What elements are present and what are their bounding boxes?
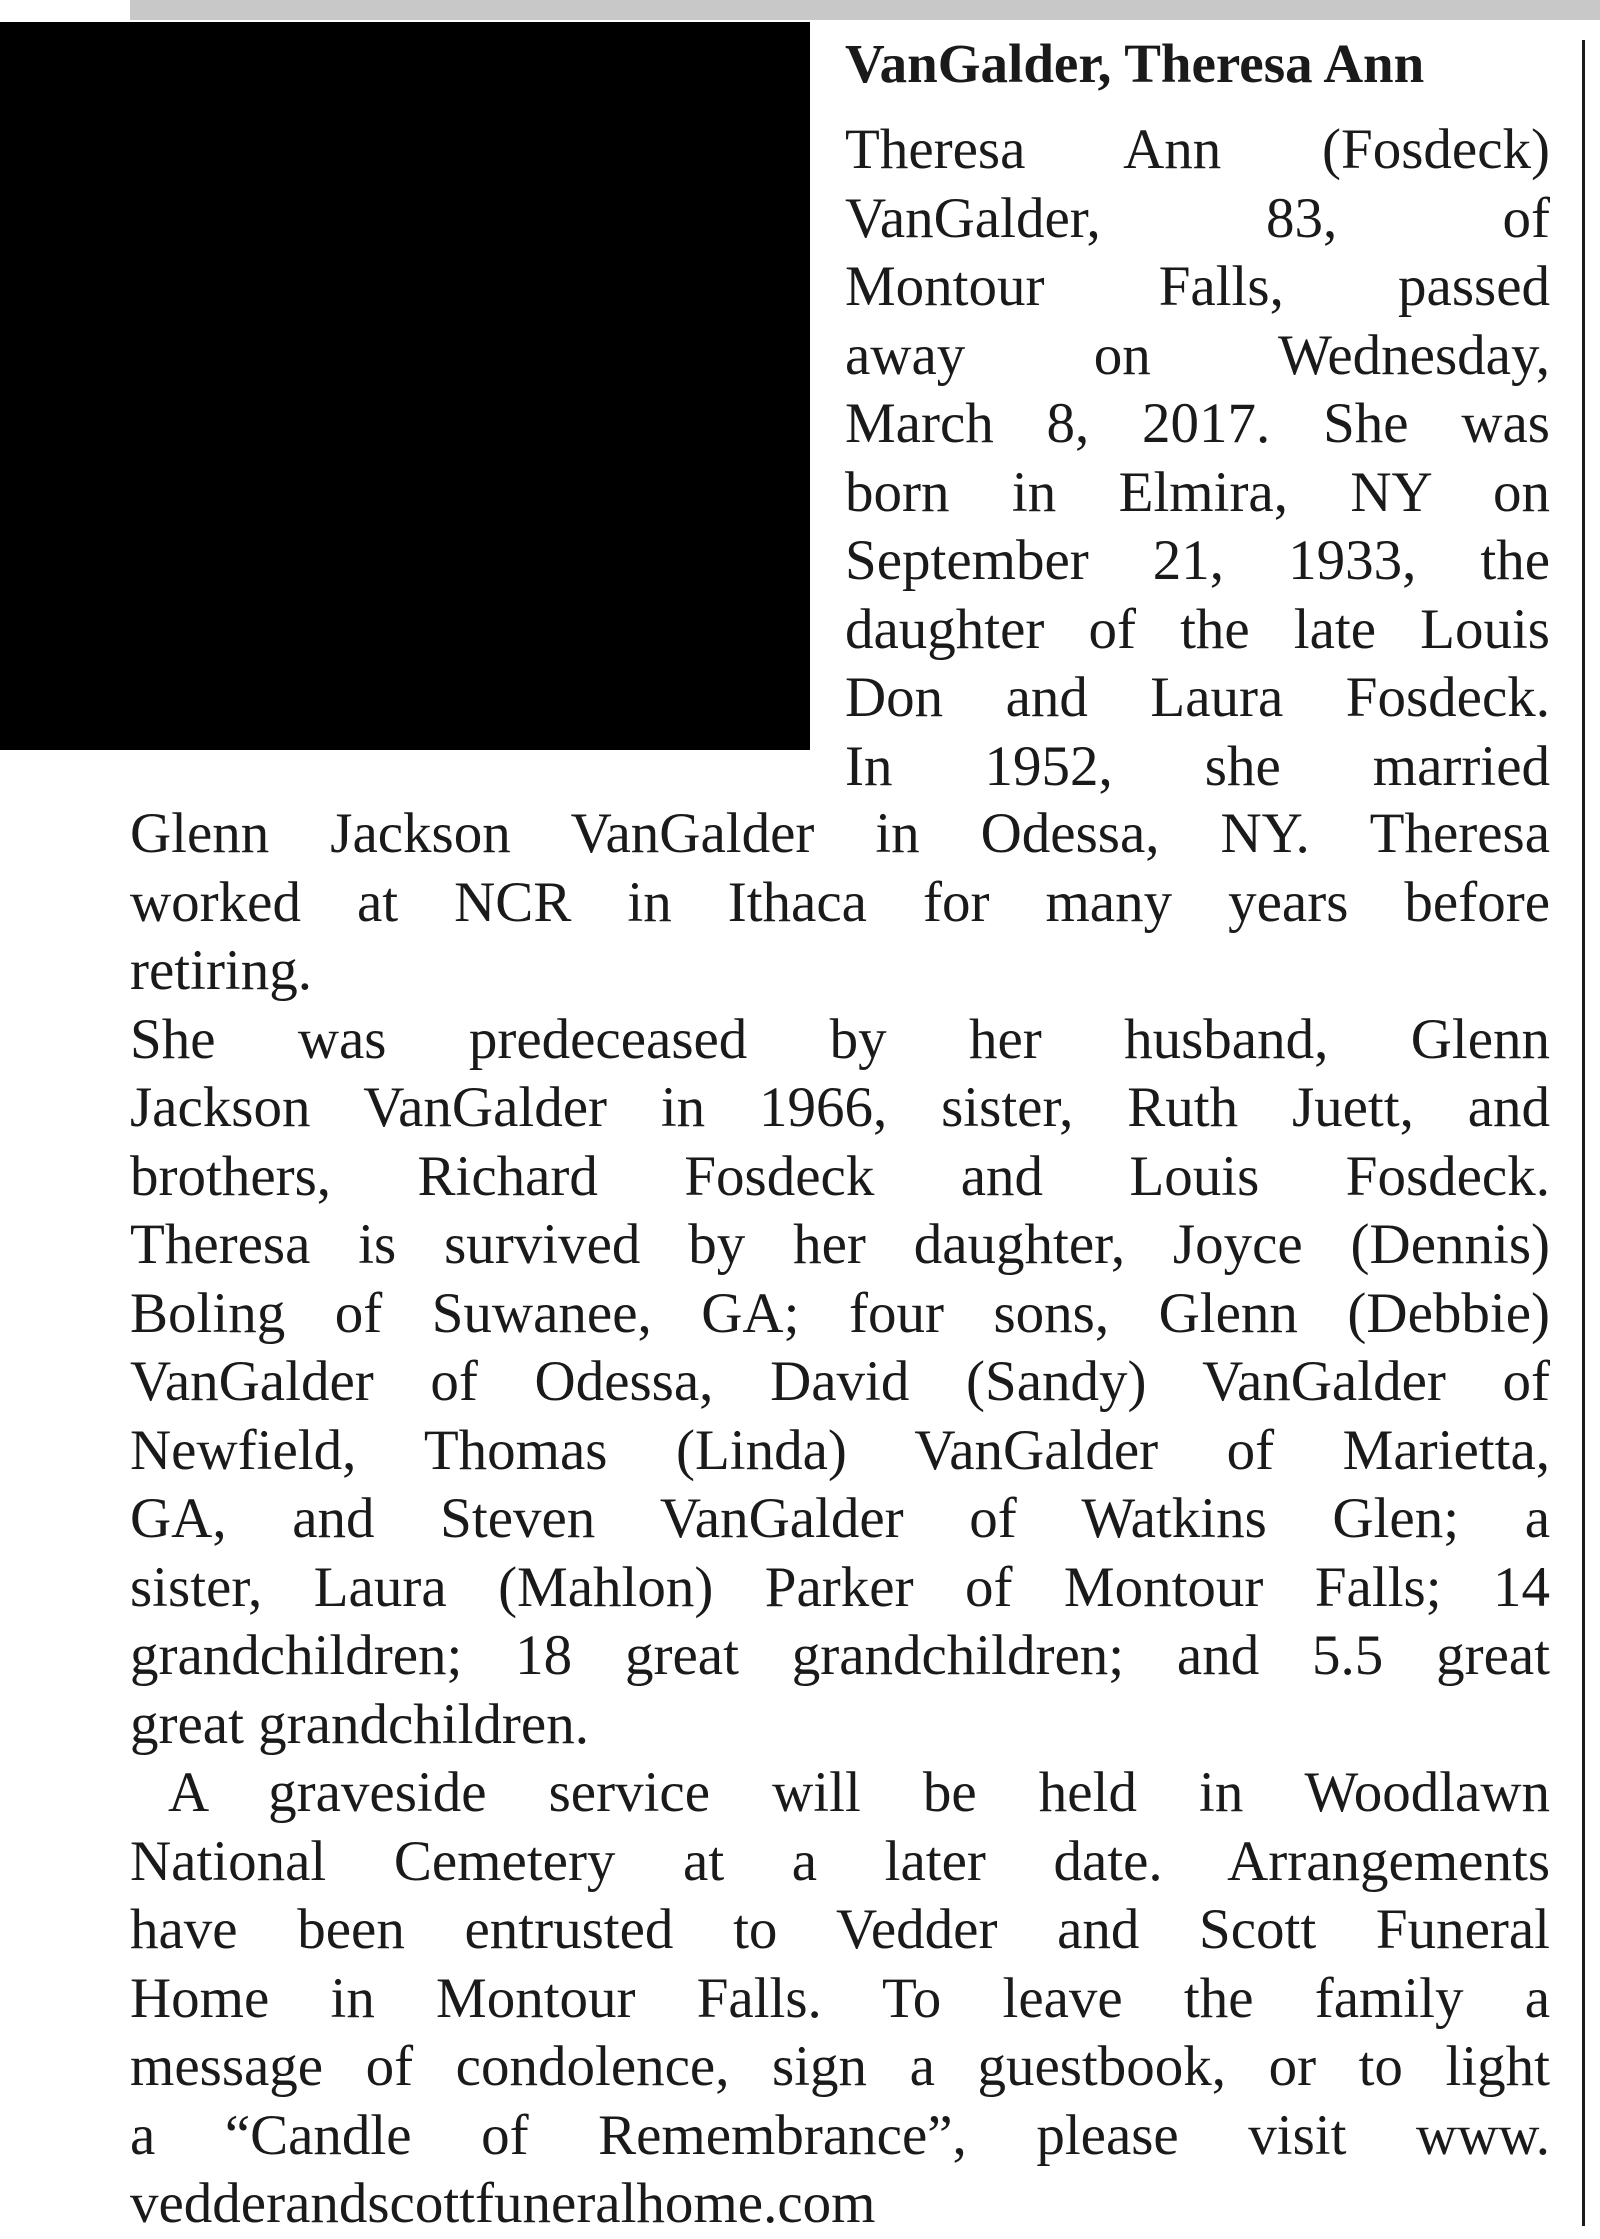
body-line: Boling of Suwanee, GA; four sons, Glenn (Debbie) [130,1281,1550,1345]
funeral-home-url: vedderandscottfuneralhome.com [130,2172,876,2235]
body-line: She was predeceased by her husband, Glenn [130,1007,1550,1071]
intro-line: Don and Laura Fosdeck. [845,666,1550,729]
body-line: GA, and Steven VanGalder of Watkins Glen; a [130,1487,1550,1550]
redacted-photo [0,22,810,750]
body-line: message of condolence, sign a guestbook, or to light [130,2035,1550,2098]
column-divider-rule [1582,40,1585,2226]
body-line: Jackson VanGalder in 1966, sister, Ruth Juett, and [130,1076,1550,1139]
body-line: worked at NCR in Ithaca for many years before [130,870,1550,934]
intro-line: March 8, 2017. She was [845,392,1550,455]
body-line: retiring. [130,939,313,1002]
intro-line: Montour Falls, passed [845,255,1550,318]
body-line: VanGalder of Odessa, David (Sandy) VanGalder of [130,1350,1550,1413]
obituary-body [130,800,1550,2239]
body-line: Home in Montour Falls. To leave the family a [130,1966,1550,2030]
page-top-border [130,0,1600,20]
body-line: National Cemetery at a later date. Arrangements [130,1829,1550,1893]
body-line: Glenn Jackson VanGalder in Odessa, NY. Theresa [130,802,1550,865]
intro-line: September 21, 1933, the [845,529,1550,592]
intro-line: born in Elmira, NY on [845,460,1550,524]
body-line: brothers, Richard Fosdeck and Louis Fosdeck. [130,1144,1550,1208]
body-line: Newfield, Thomas (Linda) VanGalder of Marietta, [130,1418,1550,1482]
intro-line: away on Wednesday, [845,323,1550,387]
body-line: A graveside service will be held in Woodlawn [168,1761,1550,1824]
body-line: great grandchildren. [130,1692,589,1756]
body-line: Theresa is survived by her daughter, Joyce (Dennis) [130,1213,1550,1276]
body-line: a “Candle of Remembrance”, please visit www. [130,2103,1550,2167]
intro-line: In 1952, she married [845,734,1550,798]
intro-line: Theresa Ann (Fosdeck) [845,118,1550,181]
body-line: grandchildren; 18 great grandchildren; and 5.5 great [130,1624,1550,1687]
obituary-intro-column [845,116,1550,801]
obituary-heading: VanGalder, Theresa Ann [845,33,1425,94]
body-line: sister, Laura (Mahlon) Parker of Montour Falls; 14 [130,1555,1550,1619]
body-line: have been entrusted to Vedder and Scott Funeral [130,1898,1550,1961]
intro-line: daughter of the late Louis [845,597,1550,661]
intro-line: VanGalder, 83, of [845,186,1550,250]
